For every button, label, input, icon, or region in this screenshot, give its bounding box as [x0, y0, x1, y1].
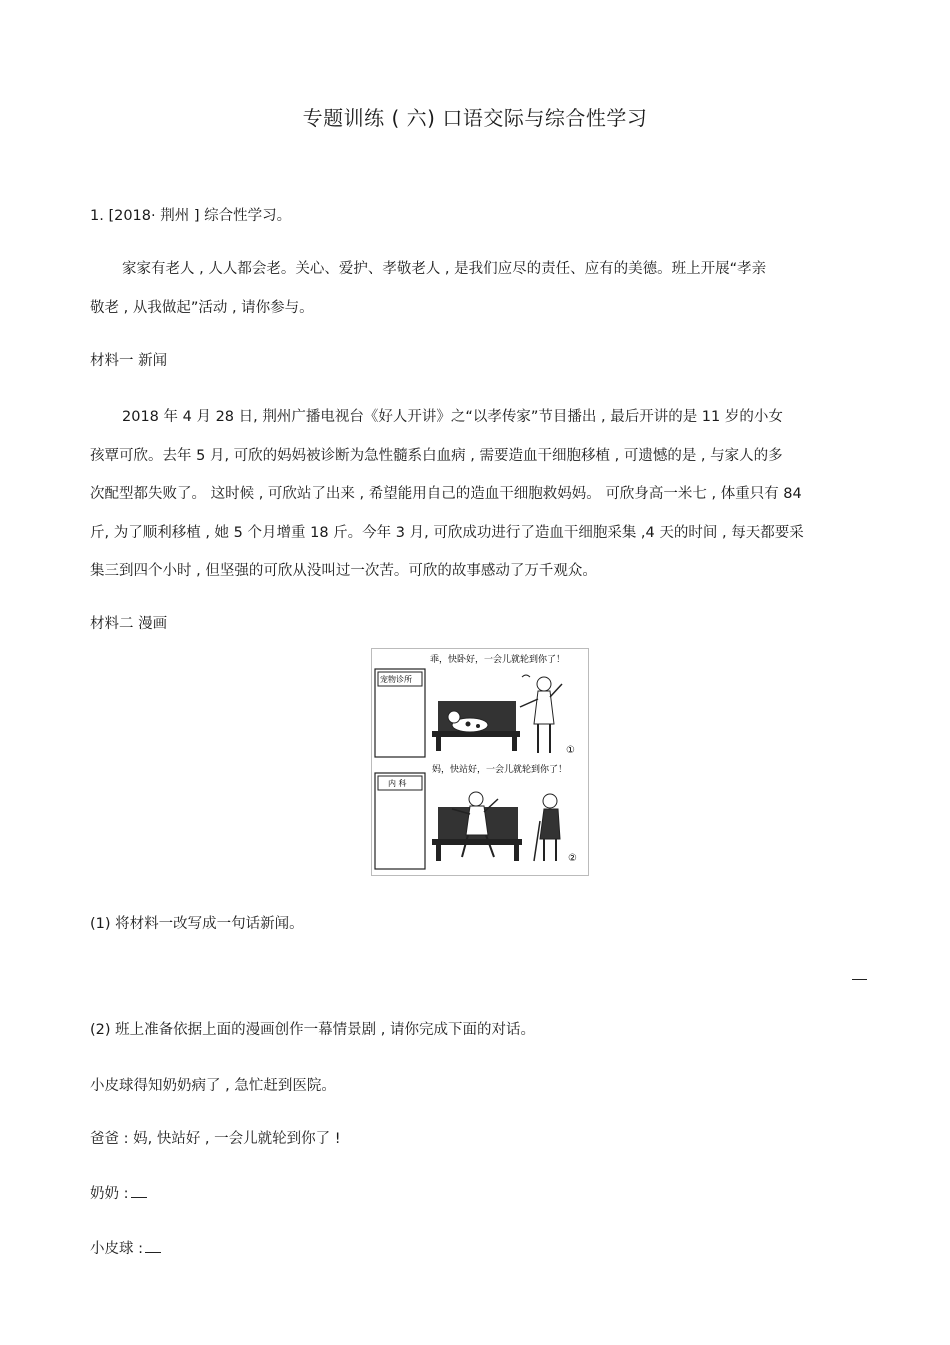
material1-line: 次配型都失败了。 这时候 , 可欣站了出来 , 希望能用自己的造血干细胞救妈妈。 可欣身高一米七 , 体重只有 84 [90, 486, 802, 502]
material1-line: 斤, 为了顺利移植 , 她 5 个月增重 18 斤。今年 3 月, 可欣成功进行了造血干细胞采集 ,4 天的时间 , 每天都要采 [90, 525, 804, 541]
material1-line: 集三到四个小时 , 但坚强的可欣从没叫过一次苦。可欣的故事感动了万千观众。 [90, 563, 597, 579]
comic-panel1-sign: 宠物诊所 [380, 675, 412, 684]
dialogue-kid-label: 小皮球 : [90, 1241, 143, 1257]
dialogue-dad: 爸爸 : 妈, 快站好 , 一会儿就轮到你了 ! [90, 1131, 341, 1147]
answer-line[interactable] [852, 979, 867, 980]
page-title: 专题训练 ( 六) 口语交际与综合性学习 [302, 106, 648, 130]
material2-label: 材料二 漫画 [90, 616, 168, 632]
material1-label: 材料一 新闻 [90, 353, 168, 369]
intro-line-2: 敬老 , 从我做起”活动 , 请你参与。 [90, 300, 314, 316]
grandma-answer-blank[interactable] [131, 1196, 147, 1198]
comic-panel1-caption: 乖，快卧好，一会儿就轮到你了！ [430, 655, 566, 665]
material1-line: 2018 年 4 月 28 日, 荆州广播电视台《好人开讲》之“以孝传家”节目播出 , 最后开讲的是 11 岁的小女 [122, 409, 783, 425]
dialogue-kid [90, 1237, 161, 1258]
comic-panel1-number: ① [566, 745, 575, 756]
dialogue-scene: 小皮球得知奶奶病了 , 急忙赶到医院。 [90, 1078, 336, 1094]
question-header: 1. [2018· 荆州 ] 综合性学习。 [90, 208, 292, 224]
subquestion-2: (2) 班上准备依据上面的漫画创作一幕情景剧 , 请你完成下面的对话。 [90, 1022, 535, 1038]
kid-answer-blank[interactable] [145, 1251, 161, 1253]
subquestion-1: (1) 将材料一改写成一句话新闻。 [90, 916, 304, 932]
comic-panel2-caption: 妈，快站好，一会儿就轮到你了！ [432, 765, 568, 775]
dialogue-grandma-label: 奶奶 : [90, 1186, 129, 1202]
dialogue-grandma [90, 1182, 147, 1203]
material1-line: 孩覃可欣。去年 5 月, 可欣的妈妈被诊断为急性髓系白血病 , 需要造血干细胞移植 , 可遗憾的是 , 与家人的多 [90, 448, 783, 464]
comic-illustration [371, 648, 589, 876]
intro-line-1: 家家有老人 , 人人都会老。关心、爱护、孝敬老人 , 是我们应尽的责任、应有的美德。班上开展“孝亲 [122, 261, 767, 277]
comic-panel2-number: ② [568, 853, 577, 864]
comic-panel2-sign: 内 科 [388, 779, 407, 788]
